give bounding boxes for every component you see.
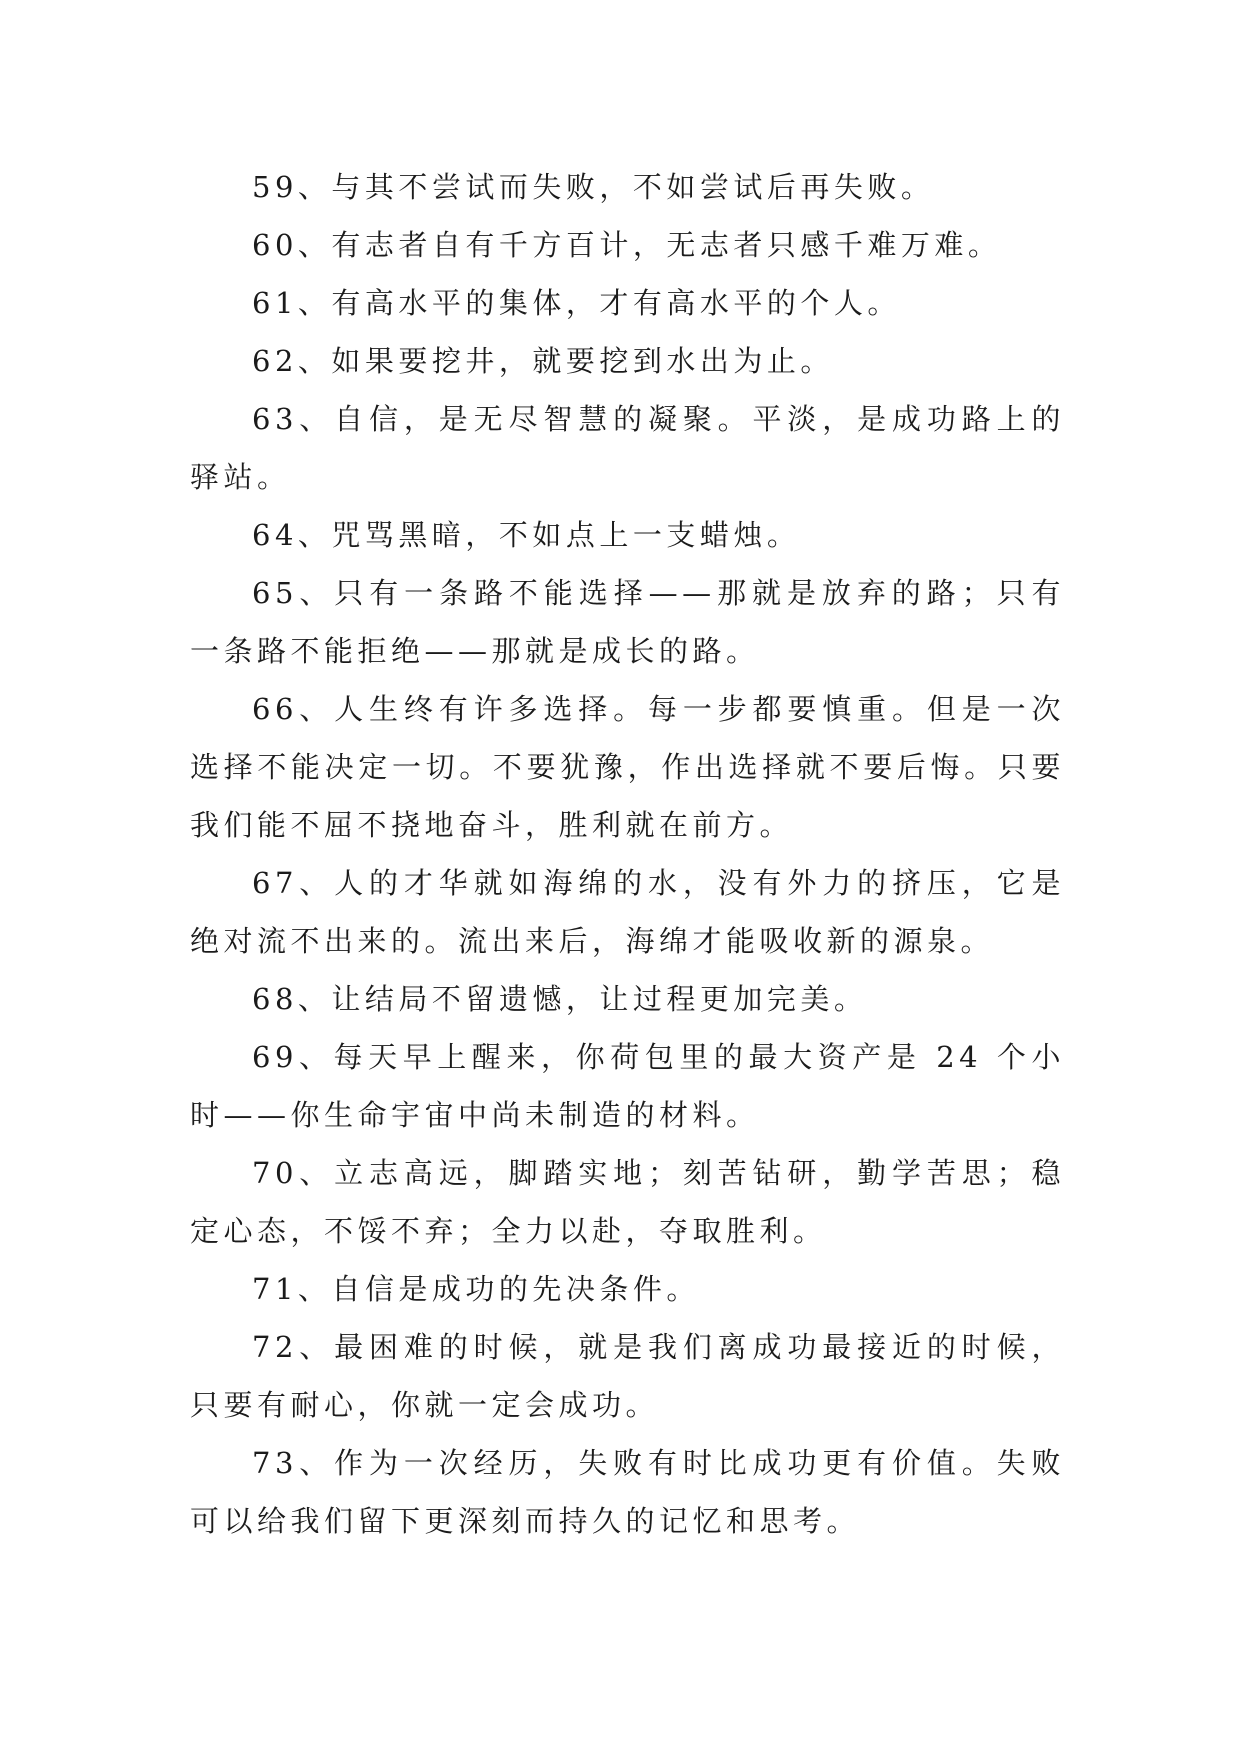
paragraph-60: 60、有志者自有千方百计，无志者只感千难万难。: [252, 228, 1002, 262]
paragraph-64: 64、咒骂黑暗，不如点上一支蜡烛。: [252, 518, 801, 552]
paragraph-63: 63、自信，是无尽智慧的凝聚。平淡，是成功路上的驿站。: [190, 402, 1065, 494]
document-body: [190, 158, 1065, 1550]
paragraph-69: 69、每天早上醒来，你荷包里的最大资产是 24 个小时——你生命宇宙中尚未制造的材料。: [190, 1040, 1065, 1132]
paragraph-65: 65、只有一条路不能选择——那就是放弃的路；只有一条路不能拒绝——那就是成长的路。: [190, 576, 1065, 668]
paragraph-59: 59、与其不尝试而失败，不如尝试后再失败。: [252, 170, 935, 204]
paragraph-62: 62、如果要挖井，就要挖到水出为止。: [252, 344, 834, 378]
paragraph-70: 70、立志高远，脚踏实地；刻苦钻研，勤学苦思；稳定心态，不馁不弃；全力以赴，夺取胜利。: [190, 1156, 1065, 1248]
paragraph-71: 71、自信是成功的先决条件。: [252, 1272, 700, 1306]
paragraph-73: 73、作为一次经历，失败有时比成功更有价值。失败可以给我们留下更深刻而持久的记忆和思考。: [190, 1446, 1065, 1538]
paragraph-61: 61、有高水平的集体，才有高水平的个人。: [252, 286, 901, 320]
paragraph-66: 66、人生终有许多选择。每一步都要慎重。但是一次选择不能决定一切。不要犹豫，作出选择就不要后悔。只要我们能不屈不挠地奋斗，胜利就在前方。: [190, 692, 1065, 842]
paragraph-67: 67、人的才华就如海绵的水，没有外力的挤压，它是绝对流不出来的。流出来后，海绵才能吸收新的源泉。: [190, 866, 1065, 958]
paragraph-72: 72、最困难的时候，就是我们离成功最接近的时候，只要有耐心，你就一定会成功。: [190, 1330, 1065, 1422]
paragraph-68: 68、让结局不留遗憾，让过程更加完美。: [252, 982, 868, 1016]
